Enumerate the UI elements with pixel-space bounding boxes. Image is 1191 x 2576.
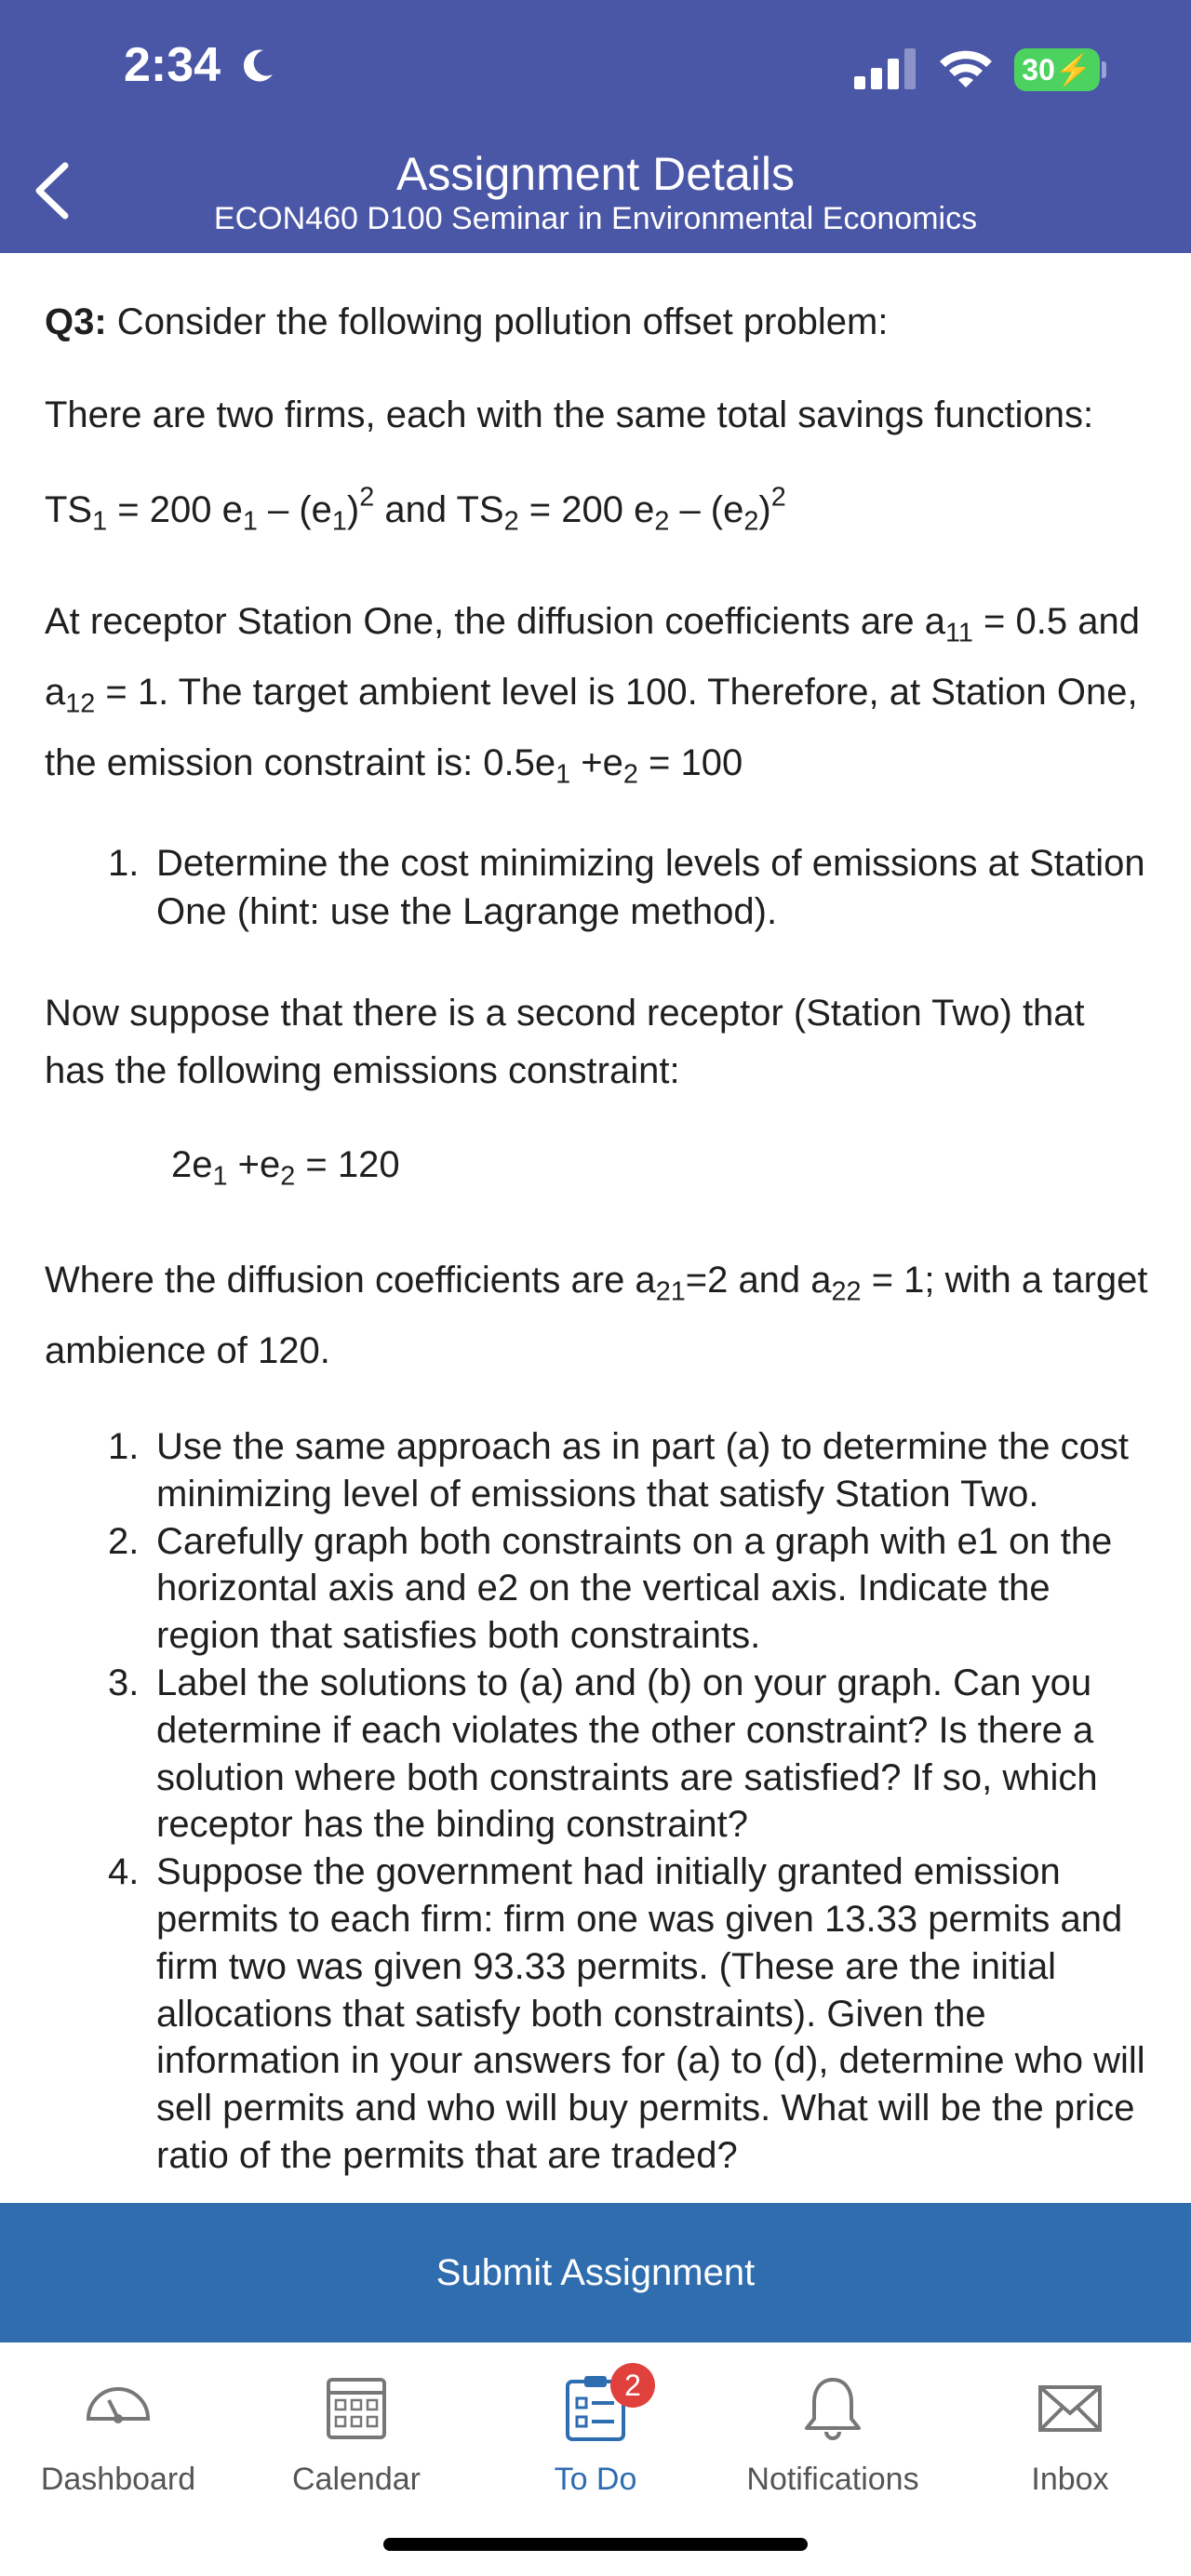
- tab-label: Notifications: [746, 2462, 919, 2497]
- eq-sup: 2: [770, 482, 786, 513]
- list-text: Label the solutions to (a) and (b) on your graph. Can you determine if each violates the other constraint? Is there a solution where both constraints are satisfied? If so, which receptor has the binding constraint?: [156, 1662, 1098, 1846]
- list-text: Use the same approach as in part (a) to determine the cost minimizing level of emissions that satisfy Station Two.: [156, 1426, 1129, 1515]
- signal-icon: [854, 48, 921, 89]
- text-part: +e: [570, 742, 623, 783]
- tab-label: To Do: [554, 2462, 637, 2497]
- todo-badge: 2: [610, 2363, 655, 2408]
- tab-dashboard[interactable]: [25, 2370, 211, 2498]
- coef-sub: 1: [555, 759, 571, 790]
- list-number: 2.: [108, 1520, 140, 1562]
- wifi-icon: [938, 47, 994, 89]
- battery-level: 30: [1022, 52, 1055, 87]
- coef-sub: 2: [280, 1161, 296, 1192]
- eq-part: and TS: [374, 489, 504, 530]
- eq-sub: 2: [654, 506, 670, 537]
- battery-cap: [1102, 61, 1106, 78]
- course-subtitle: ECON460 D100 Seminar in Environmental Economics: [213, 201, 978, 236]
- text-part: = 1; with a target ambience of 120.: [45, 1260, 1148, 1371]
- text-part: At receptor Station One, the diffusion coefficients are a: [45, 601, 945, 642]
- eq-part: = 200 e: [107, 489, 243, 530]
- battery-indicator: [1014, 48, 1100, 91]
- list-item: [45, 1849, 1152, 2180]
- question-label: Q3:: [45, 301, 107, 342]
- eq-sub: 2: [743, 506, 759, 537]
- status-bar: [0, 0, 1191, 140]
- text-part: Where the diffusion coefficients are a: [45, 1260, 656, 1301]
- diffusion-text: [45, 1245, 1152, 1386]
- text-part: = 100: [637, 742, 743, 783]
- coef-sub: 2: [622, 759, 638, 790]
- list-item: [45, 1518, 1152, 1660]
- tab-todo[interactable]: [502, 2370, 689, 2498]
- tab-label: Dashboard: [40, 2462, 196, 2497]
- text-part: = 1. The target ambient level is 100. Therefore, at Station One, the emission constraint is: 0.5e: [45, 672, 1138, 783]
- dashboard-icon: [81, 2370, 155, 2445]
- inbox-icon: [1033, 2370, 1107, 2445]
- eq-sub: 2: [503, 506, 519, 537]
- list-item: [45, 839, 1152, 936]
- tab-notifications[interactable]: [740, 2370, 926, 2498]
- nav-header: [0, 140, 1191, 253]
- eq-part: ): [758, 489, 771, 530]
- coef-sub: 12: [65, 688, 96, 719]
- eq-part: – (e: [257, 489, 332, 530]
- coef-sub: 22: [831, 1276, 862, 1307]
- tab-inbox[interactable]: [977, 2370, 1163, 2498]
- eq-sub: 1: [331, 506, 347, 537]
- eq-sup: 2: [359, 482, 375, 513]
- list-number: 4.: [108, 1851, 140, 1893]
- moon-icon: [239, 47, 276, 84]
- now-suppose-text: Now suppose that there is a second receptor (Station Two) that has the following emissions constraint:: [45, 993, 1085, 1091]
- station-two-list: [45, 1423, 1152, 2180]
- two-firms-text: There are two firms, each with the same total savings functions:: [45, 394, 1094, 435]
- eq-sub: 1: [242, 506, 258, 537]
- station-one-list: [45, 839, 1152, 936]
- text-part: =2 and a: [685, 1260, 832, 1301]
- station-two-constraint: [45, 1141, 1152, 1192]
- list-number: 1.: [108, 1426, 140, 1467]
- page-title: Assignment Details: [396, 148, 795, 200]
- tab-label: Calendar: [292, 2462, 421, 2497]
- eq-part: TS: [45, 489, 93, 530]
- list-item: [45, 1423, 1152, 1518]
- text-part: +e: [227, 1144, 281, 1185]
- ts-equation: [45, 482, 1152, 537]
- list-text: Suppose the government had initially granted emission permits to each firm: firm one was given 13.33 permits and firm two was given 93.33 permits. (These are the initial allocations that satisfy both constraints). Given the information in your answers for (a) to (d), determine who will sell permits and who will buy permits. What will be the price ratio of the permits that are traded?: [156, 1851, 1145, 2176]
- eq-sub: 1: [92, 506, 108, 537]
- bell-icon: [796, 2370, 870, 2445]
- station-one-text: [45, 586, 1152, 798]
- eq-part: ): [346, 489, 360, 530]
- status-time: 2:34: [124, 38, 221, 92]
- coef-sub: 11: [945, 618, 973, 648]
- text-part: = 0.5 and a: [45, 601, 1140, 713]
- assignment-body: [45, 298, 1152, 2180]
- eq-part: – (e: [669, 489, 744, 530]
- text-part: = 120: [295, 1144, 400, 1185]
- list-item: [45, 1660, 1152, 1849]
- charging-icon: ⚡: [1054, 53, 1092, 87]
- submit-assignment-button[interactable]: Submit Assignment: [0, 2203, 1191, 2342]
- list-text: Determine the cost minimizing levels of emissions at Station One (hint: use the Lagrange method).: [156, 843, 1145, 932]
- calendar-icon: [319, 2370, 394, 2445]
- coef-sub: 1: [212, 1161, 228, 1192]
- list-number: 1.: [108, 843, 140, 884]
- coef-sub: 21: [655, 1276, 686, 1307]
- question-intro: Consider the following pollution offset problem:: [106, 301, 889, 342]
- text-part: 2e: [171, 1144, 213, 1185]
- home-indicator: [383, 2538, 808, 2551]
- question-heading: [45, 298, 1152, 346]
- tab-label: Inbox: [1031, 2462, 1109, 2497]
- eq-part: = 200 e: [518, 489, 655, 530]
- list-number: 3.: [108, 1662, 140, 1703]
- list-text: Carefully graph both constraints on a graph with e1 on the horizontal axis and e2 on the vertical axis. Indicate the region that satisfies both constraints.: [156, 1520, 1113, 1657]
- tab-calendar[interactable]: [263, 2370, 449, 2498]
